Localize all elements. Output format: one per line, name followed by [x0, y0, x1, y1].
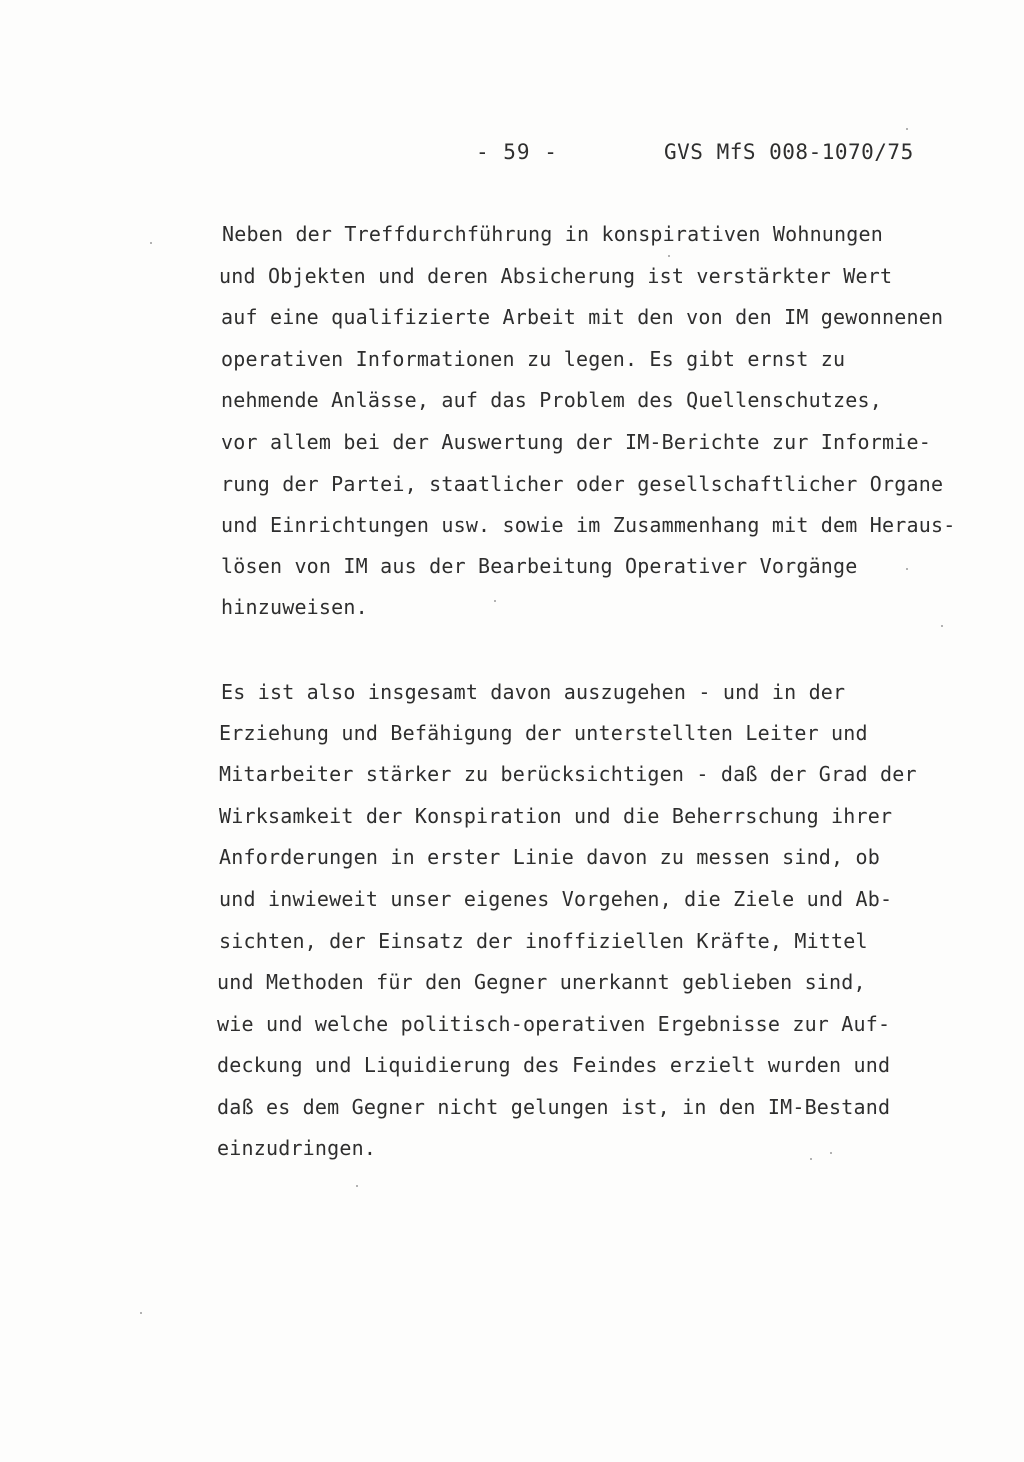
scan-speck: [906, 128, 908, 130]
body-line: auf eine qualifizierte Arbeit mit den von den IM gewonnenen: [221, 305, 944, 329]
body-line: und Methoden für den Gegner unerkannt geblieben sind,: [217, 970, 866, 994]
body-line: Neben der Treffdurchführung in konspirativen Wohnungen: [222, 222, 884, 246]
body-line: und Objekten und deren Absicherung ist verstärkter Wert: [219, 264, 893, 288]
scan-speck: [906, 568, 908, 570]
document-reference: GVS MfS 008-1070/75: [664, 140, 914, 164]
scan-speck: [356, 1185, 358, 1187]
body-line: Es ist also insgesamt davon auszugehen - und in der: [221, 680, 846, 704]
scan-speck: [150, 242, 152, 244]
body-line: Mitarbeiter stärker zu berücksichtigen - daß der Grad der: [219, 762, 917, 786]
body-line: und inwieweit unser eigenes Vorgehen, die Ziele und Ab-: [219, 887, 893, 911]
scan-speck: [830, 1152, 832, 1154]
body-line: vor allem bei der Auswertung der IM-Berichte zur Informie-: [221, 430, 931, 454]
body-line: hinzuweisen.: [221, 595, 368, 619]
body-line: und Einrichtungen usw. sowie im Zusammenhang mit dem Heraus-: [221, 513, 956, 537]
body-line: nehmende Anlässe, auf das Problem des Quellenschutzes,: [221, 388, 883, 412]
body-line: einzudringen.: [217, 1136, 377, 1160]
scan-speck: [941, 625, 943, 627]
body-line: sichten, der Einsatz der inoffiziellen Kräfte, Mittel: [219, 929, 868, 953]
body-line: Erziehung und Befähigung der unterstellten Leiter und: [219, 721, 868, 745]
body-line: Anforderungen in erster Linie davon zu messen sind, ob: [219, 845, 881, 869]
body-line: operativen Informationen zu legen. Es gibt ernst zu: [221, 347, 846, 371]
body-line: lösen von IM aus der Bearbeitung Operativer Vorgänge: [221, 554, 858, 578]
scan-speck: [494, 600, 496, 602]
scan-speck: [140, 1312, 142, 1314]
body-line: deckung und Liquidierung des Feindes erzielt wurden und: [217, 1053, 891, 1077]
body-line: rung der Partei, staatlicher oder gesellschaftlicher Organe: [221, 472, 944, 496]
body-line: Wirksamkeit der Konspiration und die Beherrschung ihrer: [219, 804, 893, 828]
body-line: wie und welche politisch-operativen Ergebnisse zur Auf-: [217, 1012, 891, 1036]
page-number: - 59 -: [476, 140, 558, 164]
scan-speck: [810, 1158, 812, 1160]
scan-speck: [668, 255, 670, 257]
body-line: daß es dem Gegner nicht gelungen ist, in den IM-Bestand: [217, 1095, 891, 1119]
